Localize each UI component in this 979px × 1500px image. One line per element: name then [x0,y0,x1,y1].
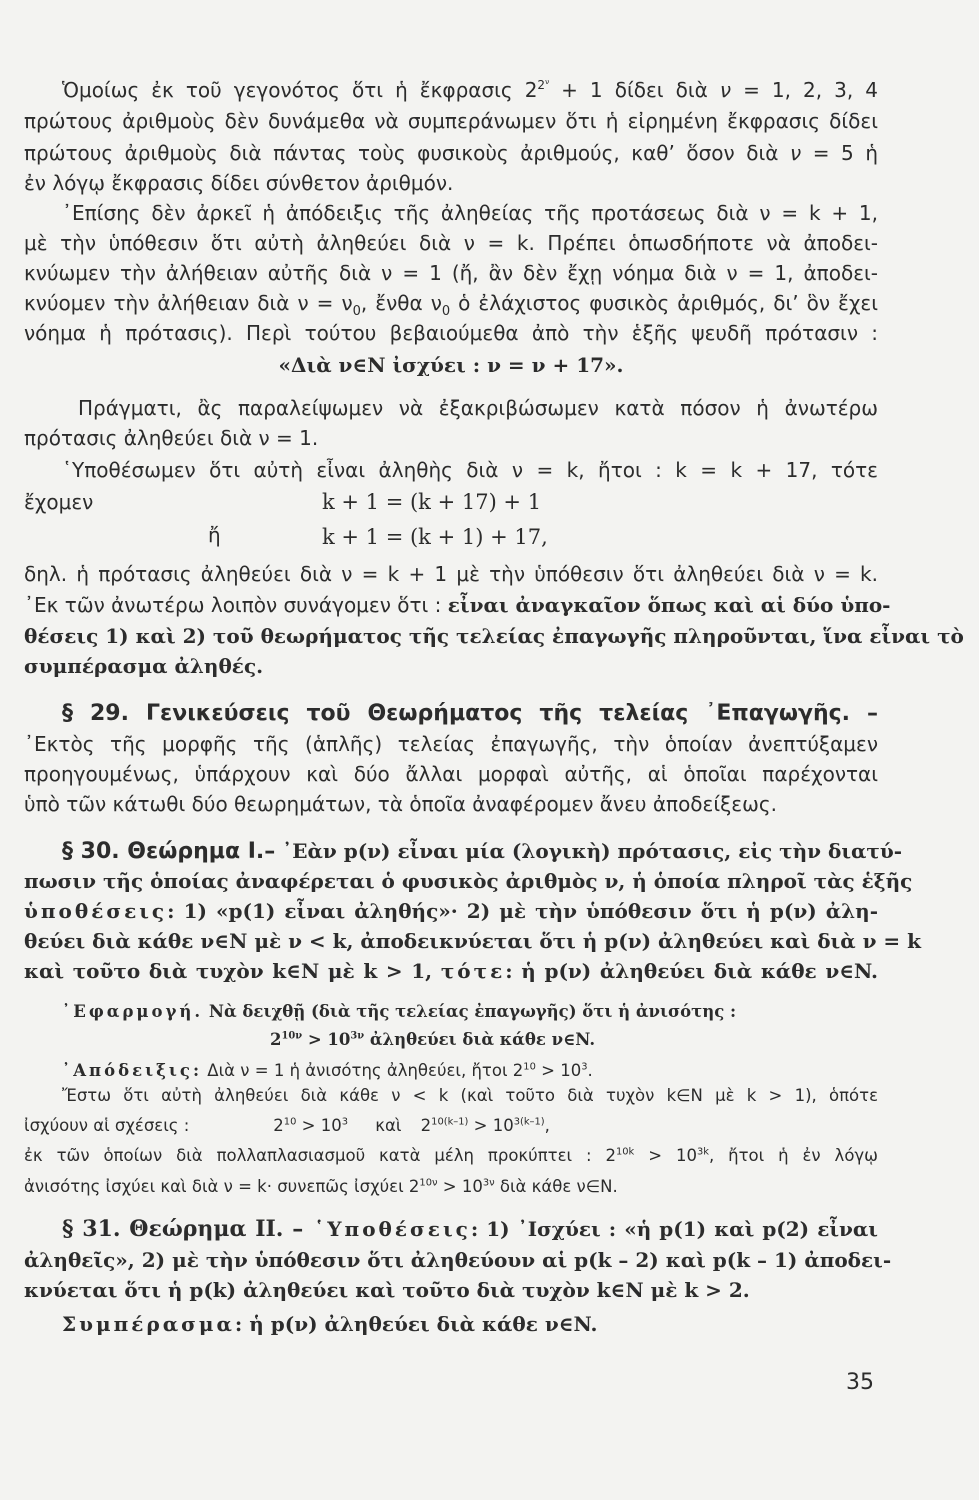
text: , ἤτοι ἡ ἐν λόγῳ [708,1146,879,1165]
para3-line-2: πρότασις ἀληθεύει διὰ ν = 1. [24,426,319,450]
spaced-word: τότε [440,959,506,983]
para3-line-7: θέσεις 1) καὶ 2) τοῦ θεωρήματος τῆς τελείας ἐπαγωγῆς πληροῦνται, ἵνα εἶναι τὸ [24,624,964,648]
text: > 10 [634,1146,697,1165]
intro-line-3 [24,140,878,166]
para2-line-4 [24,290,878,319]
text: καὶ τοῦτο διὰ τυχὸν k∈N μὲ k > 1, [24,959,441,983]
exponent: 3ν [482,1177,495,1189]
bold-text: εἶναι ἀναγκαῖον ὅπως καὶ αἱ δύο ὑπο- [447,593,891,617]
text: Διὰ ν = 1 ἡ ἀνισότης ἀληθεύει, ἤτοι 2 [202,1061,524,1080]
section-31-line-2: ἀληθεῖς», 2) μὲ τὴν ὑπόθεσιν ὅτι ἀληθεύουν αἱ p(k – 2) καὶ p(k – 1) ἀποδει- [24,1248,892,1272]
section-31-line-4 [62,1311,878,1337]
section-30-line-3 [24,898,878,924]
para3-echomen: ἔχομεν [24,490,94,514]
exponent: 10 [283,1116,297,1128]
intro-line-1 [62,77,878,103]
section-31-line-1 [62,1216,878,1242]
text: Νὰ δειχθῇ (διὰ τῆς τελείας ἐπαγωγῆς) ὅτι ἡ ἀνισότης : [203,1002,737,1021]
exponent: 3k [696,1146,709,1158]
text: , [544,1116,550,1135]
text: > 10 [535,1061,582,1080]
exponent: 3 [341,1116,348,1128]
text: ἀληθεύει διὰ κάθε ν∈N. [364,1030,596,1049]
text: > 10 [296,1116,342,1135]
exponent: 2ν [537,77,550,93]
exponent: 10k [615,1146,635,1158]
text: ἰσχύουν αἱ σχέσεις : [24,1116,190,1135]
exponent: 10 [523,1061,536,1073]
section-30-line-4: θεύει διὰ κάθε ν∈N μὲ ν < k, ἀποδεικνύεται ὅτι ἡ p(ν) ἀληθεύει καὶ διὰ ν = k [24,929,921,953]
equation-or: ἤ [208,523,221,547]
proof-line-3 [24,1113,878,1139]
exponent: 3(k–1) [513,1116,545,1128]
text: Ὁμοίως ἐκ τοῦ γεγονότος ὅτι ἡ ἔκφρασις 2 [62,78,538,102]
section-30-line-1 [62,838,903,865]
para3-line-8: συμπέρασμα ἀληθές. [24,654,264,678]
proof-line-2: Ἔστω ὅτι αὐτὴ ἀληθεύει διὰ κάθε ν < k (καὶ τοῦτο διὰ τυχὸν k∈N μὲ k > 1), ὁπότε [62,1086,878,1105]
text: καὶ [369,1116,407,1135]
intro-line-4: ἐν λόγῳ ἔκφρασις δίδει σύνθετον ἀριθμόν. [24,171,454,195]
text: > 10 [468,1116,514,1135]
equation-2: k + 1 = (k + 1) + 17, [322,525,548,549]
text: : ἡ p(ν) ἀληθεύει διὰ κάθε ν∈N. [234,1312,598,1336]
false-statement: «Διὰ ν∈N ἰσχύει : ν = ν + 17». [278,353,624,377]
exponent: 10ν [419,1177,438,1189]
section-29-line-1: ᾿Εκτὸς τῆς μορφῆς τῆς (ἁπλῆς) τελείας ἐπαγωγῆς, τὴν ὁποίαν ἀνεπτύξαμεν [24,732,878,756]
application-line-1 [62,999,878,1025]
exponent: 3ν [350,1030,365,1042]
spaced-word: ὑποθέσεις [24,899,168,923]
section-30-line-2: πωσιν τῆς ὁποίας ἀναφέρεται ὁ φυσικὸς ἀριθμὸς ν, ἡ ὁποία πληροῖ τὰς ἑξῆς [24,869,913,893]
text: + 1 δίδει διὰ [549,78,720,102]
para2-line-2: μὲ τὴν ὑπόθεσιν ὅτι αὐτὴ ἀληθεύει διὰ ν = k. Πρέπει ὁπωσδήποτε νὰ ἀποδει- [24,231,878,255]
bold-text: ᾿Εὰν p(ν) εἶναι μία (λογικὴ) πρότασις, εἰς τὴν διατύ- [275,839,903,863]
para2-line-3: κνύωμεν τὴν ἀλήθειαν αὐτῆς διὰ ν = 1 (ἤ, ἂν δὲν ἔχῃ νόημα διὰ ν = 1, ἀποδει- [24,261,878,285]
text: 2 [270,1030,282,1049]
subscript: 0 [352,304,361,319]
section-29-heading: § 29. Γενικεύσεις τοῦ Θεωρήματος τῆς τελείας ᾿Επαγωγῆς. – [62,701,878,726]
section-29-line-2: προηγουμένως, ὑπάρχουν καὶ δύο ἄλλαι μορφαὶ αὐτῆς, αἱ ὁποῖαι παρέχονται [24,762,878,786]
exponent: 10ν [281,1030,303,1042]
text: ὁ ἐλάχιστος φυσικὸς ἀριθμός, δι’ ὃν ἔχει [450,291,878,315]
application-inequality [270,1027,770,1053]
text: ἀνισότης ἰσχύει καὶ διὰ ν = k· συνεπῶς ἰσχύει 2 [24,1177,420,1196]
text: 2 [273,1116,284,1135]
text: = 1, 2, 3, 4 [743,78,878,102]
spaced-word: ᾿Εφαρμογή. [62,1002,204,1021]
text: διὰ κάθε ν∈N. [494,1177,618,1196]
proof-line-4 [24,1143,878,1169]
nu-symbol: ν [719,78,731,102]
para3-line-6 [24,592,891,618]
intro-line-2: πρώτους ἀριθμοὺς δὲν δυνάμεθα νὰ συμπεράνωμεν ὅτι ἡ εἰρημένη ἔκφρασις δίδει [24,109,878,133]
proof-label: ᾿Απόδειξις: [62,1061,203,1080]
para3-line-1: Πράγματι, ἂς παραλείψωμεν νὰ ἐξακριβώσωμεν κατὰ πόσον ἡ ἀνωτέρω [78,396,878,420]
nu-symbol: ν [790,141,802,165]
page-number: 35 [846,1370,874,1395]
equation-1: k + 1 = (k + 17) + 1 [322,490,542,514]
para3-line-3: ῾Υποθέσωμεν ὅτι αὐτὴ εἶναι ἀληθὴς διὰ ν = k, ἤτοι : k = k + 17, τότε [62,458,878,482]
exponent: 10(k–1) [431,1116,469,1128]
text: : 1) ᾿Ισχύει : «ἡ p(1) καὶ p(2) εἶναι [470,1217,878,1241]
text: πρώτους ἀριθμοὺς διὰ πάντας τοὺς φυσικοὺς ἀριθμούς, καθ’ ὅσον διὰ [24,141,791,165]
text: 2 [420,1116,432,1135]
section-31-heading: § 31. Θεώρημα ΙΙ. – [62,1216,304,1242]
subscript: 0 [441,304,451,319]
proof-line-1 [62,1058,878,1084]
section-30-heading: § 30. Θεώρημα Ι.– [62,839,276,864]
proof-line-5 [24,1174,878,1200]
text: > 10 [302,1030,351,1049]
text: = 5 ἡ [812,141,879,165]
text: , ἔνθα ν [360,291,442,315]
text: : 1) «p(1) εἶναι ἀληθής»· 2) μὲ τὴν ὑπόθεσιν ὅτι ἡ p(ν) ἀλη- [167,899,878,923]
text: . [587,1061,593,1080]
spaced-word: ῾Υποθέσεις [303,1217,471,1241]
section-30-line-5 [24,958,878,984]
para3-line-5: δηλ. ἡ πρότασις ἀληθεύει διὰ ν = k + 1 μὲ τὴν ὑπόθεσιν ὅτι ἀληθεύει διὰ ν = k. [24,562,878,586]
spaced-word: Συμπέρασμα [62,1312,235,1336]
text: ἐκ τῶν ὁποίων διὰ πολλαπλασιασμοῦ κατὰ μέλη προκύπτει : 2 [24,1146,616,1165]
para2-line-1: ᾿Επίσης δὲν ἀρκεῖ ἡ ἀπόδειξις τῆς ἀληθείας τῆς προτάσεως διὰ ν = k + 1, [62,201,878,225]
text: > 10 [437,1177,483,1196]
text: : ἡ p(ν) ἀληθεύει διὰ κάθε ν∈N. [505,959,878,983]
text: ᾿Εκ τῶν ἀνωτέρω λοιπὸν συνάγομεν ὅτι : [24,593,448,617]
section-29-line-3: ὑπὸ τῶν κάτωθι δύο θεωρημάτων, τὰ ὁποῖα ἀναφέρομεν ἄνευ ἀποδείξεως. [24,792,777,816]
exponent: 3 [581,1061,588,1073]
para2-line-5: νόημα ἡ πρότασις). Περὶ τούτου βεβαιούμεθα ἀπὸ τὴν ἑξῆς ψευδῆ πρότασιν : [24,321,878,345]
text: κνύομεν τὴν ἀλήθειαν διὰ ν = ν [24,291,353,315]
section-31-line-3: κνύεται ὅτι ἡ p(k) ἀληθεύει καὶ τοῦτο διὰ τυχὸν k∈N μὲ k > 2. [24,1278,750,1302]
